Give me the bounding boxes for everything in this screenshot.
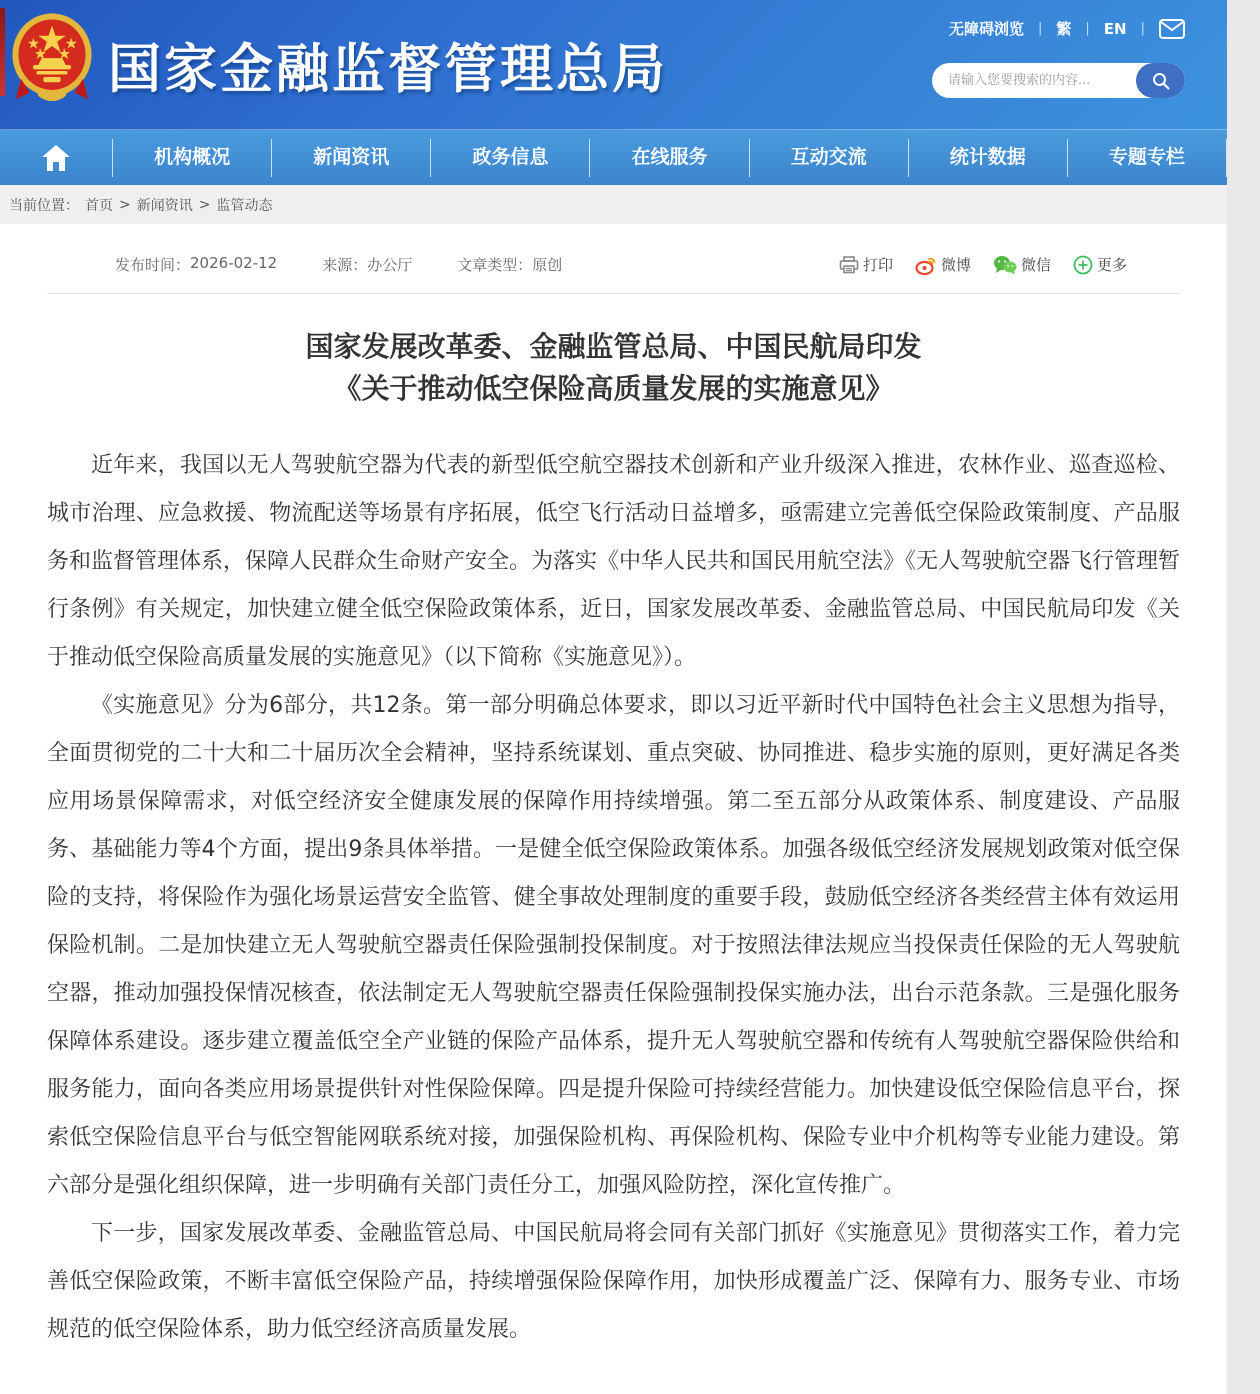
article-type-value: 原创 [532, 256, 563, 274]
nav-item-agency-overview[interactable]: 机构概况 [154, 146, 231, 168]
left-red-decoration [0, 8, 5, 96]
article-body [0, 410, 1227, 1394]
breadcrumb-news[interactable]: 新闻资讯 [136, 197, 193, 214]
share-weibo-button[interactable] [915, 254, 971, 275]
article-paragraph: 下一步，国家发展改革委、金融监管总局、中国民航局将会同有关部门抓好《实施意见》贯彻落实工作，着力完善低空保险政策，不断丰富低空保险产品，持续增强保险保障作用，加快形成覆盖广泛、保障有力、服务专业、市场规范的低空保险体系，助力低空经济高质量发展。 [47, 1221, 1180, 1342]
main-nav [0, 130, 1227, 185]
publish-time-label: 发布时间： [115, 256, 191, 274]
accessibility-link[interactable]: 无障碍浏览 [948, 20, 1024, 38]
wechat-icon [993, 255, 1017, 275]
wechat-label: 微信 [1020, 256, 1051, 274]
plus-circle-icon [1073, 255, 1093, 275]
weibo-icon [915, 255, 937, 275]
source-label: 来源： [322, 256, 368, 274]
print-button[interactable] [839, 254, 893, 275]
printer-icon [839, 256, 859, 274]
article-meta [0, 224, 1227, 275]
share-wechat-button[interactable] [993, 254, 1051, 275]
breadcrumb [0, 185, 1227, 224]
search-button[interactable] [1136, 63, 1185, 98]
breadcrumb-home[interactable]: 首页 [85, 197, 113, 214]
publish-time-value: 2026-02-12 [190, 254, 278, 272]
nav-item-interaction[interactable]: 互动交流 [790, 146, 867, 168]
nav-item-news[interactable]: 新闻资讯 [313, 146, 390, 168]
meta-divider [47, 293, 1180, 294]
article-title-line1: 国家发展改革委、金融监管总局、中国民航局印发 [305, 330, 922, 363]
nav-item-gov-info[interactable]: 政务信息 [472, 146, 549, 168]
share-more-button[interactable] [1073, 254, 1127, 275]
weibo-label: 微博 [940, 256, 971, 274]
english-link[interactable]: EN [1103, 19, 1127, 38]
article-paragraph: 近年来，我国以无人驾驶航空器为代表的新型低空航空器技术创新和产业升级深入推进，农林作业、巡查巡检、城市治理、应急救援、物流配送等场景有序拓展，低空飞行活动日益增多，亟需建立完善低空保险政策制度、产品服务和监督管理体系，保障人民群众生命财产安全。为落实《中华人民共和国民用航空法》《无人驾驶航空器飞行管理暂行条例》有关规定，加快建立健全低空保险政策体系，近日，国家发展改革委、金融监管总局、中国民航局印发《关于推动低空保险高质量发展的实施意见》（以下简称《实施意见》）。 [47, 453, 1181, 670]
share-toolbar [839, 254, 1127, 275]
source-value: 办公厅 [367, 256, 413, 274]
utility-bar [949, 18, 1185, 39]
mail-icon[interactable] [1159, 19, 1185, 39]
print-label: 打印 [862, 256, 893, 274]
article-title-line2: 《关于推动低空保险高质量发展的实施意见》 [333, 372, 894, 405]
nav-separator [1226, 139, 1227, 177]
utility-separator: | [1140, 21, 1145, 36]
nav-item-online-services[interactable]: 在线服务 [631, 146, 708, 168]
nav-item-special-topics[interactable]: 专题专栏 [1108, 146, 1185, 168]
article-title [0, 326, 1227, 410]
site-header [0, 0, 1227, 130]
home-icon [41, 144, 71, 172]
nav-home-button[interactable] [0, 144, 112, 172]
breadcrumb-separator: > [198, 196, 211, 213]
traditional-chinese-link[interactable]: 繁 [1056, 20, 1072, 38]
utility-separator: | [1038, 21, 1043, 36]
article-type-label: 文章类型： [457, 256, 533, 274]
utility-separator: | [1085, 21, 1090, 36]
more-label: 更多 [1096, 256, 1127, 274]
site-title: 国家金融监督管理总局 [108, 38, 668, 100]
article-paragraph: 《实施意见》分为6部分，共12条。第一部分明确总体要求，即以习近平新时代中国特色社会主义思想为指导，全面贯彻党的二十大和二十届历次全会精神，坚持系统谋划、重点突破、协同推进、稳步实施的原则，更好满足各类应用场景保障需求，对低空经济安全健康发展的保障作用持续增强。第二至五部分从政策体系、制度建设、产品服务、基础能力等4个方面，提出9条具体举措。一是健全低空保险政策体系。加强各级低空经济发展规划政策对低空保险的支持，将保险作为强化场景运营安全监管、健全事故处理制度的重要手段，鼓励低空经济各类经营主体有效运用保险机制。二是加快建立无人驾驶航空器责任保险强制投保制度。对于按照法律法规应当投保责任保险的无人驾驶航空器，推动加强投保情况核查，依法制定无人驾驶航空器责任保险强制投保实施办法，出台示范条款。三是强化服务保障体系建设。逐步建立覆盖低空全产业链的保险产品体系，提升无人驾驶航空器和传统有人驾驶航空器保险供给和服务能力，面向各类应用场景提供针对性保险保障。四是提升保险可持续经营能力。加快建设低空保险信息平台，探索低空保险信息平台与低空智能网联系统对接，加强保险机构、再保险机构、保险专业中介机构等专业能力建设。第六部分是强化组织保障，进一步明确有关部门责任分工，加强风险防控，深化宣传推广。 [47, 693, 1180, 1198]
breadcrumb-separator: > [119, 196, 131, 213]
breadcrumb-current[interactable]: 监管动态 [216, 197, 273, 214]
breadcrumb-label: 当前位置： [9, 197, 79, 214]
search-input[interactable] [932, 63, 1136, 98]
national-emblem-icon [9, 11, 95, 107]
nav-item-statistics[interactable]: 统计数据 [949, 146, 1026, 168]
search-icon [1151, 71, 1171, 91]
search-bar [932, 63, 1185, 98]
article-container [0, 224, 1227, 1394]
